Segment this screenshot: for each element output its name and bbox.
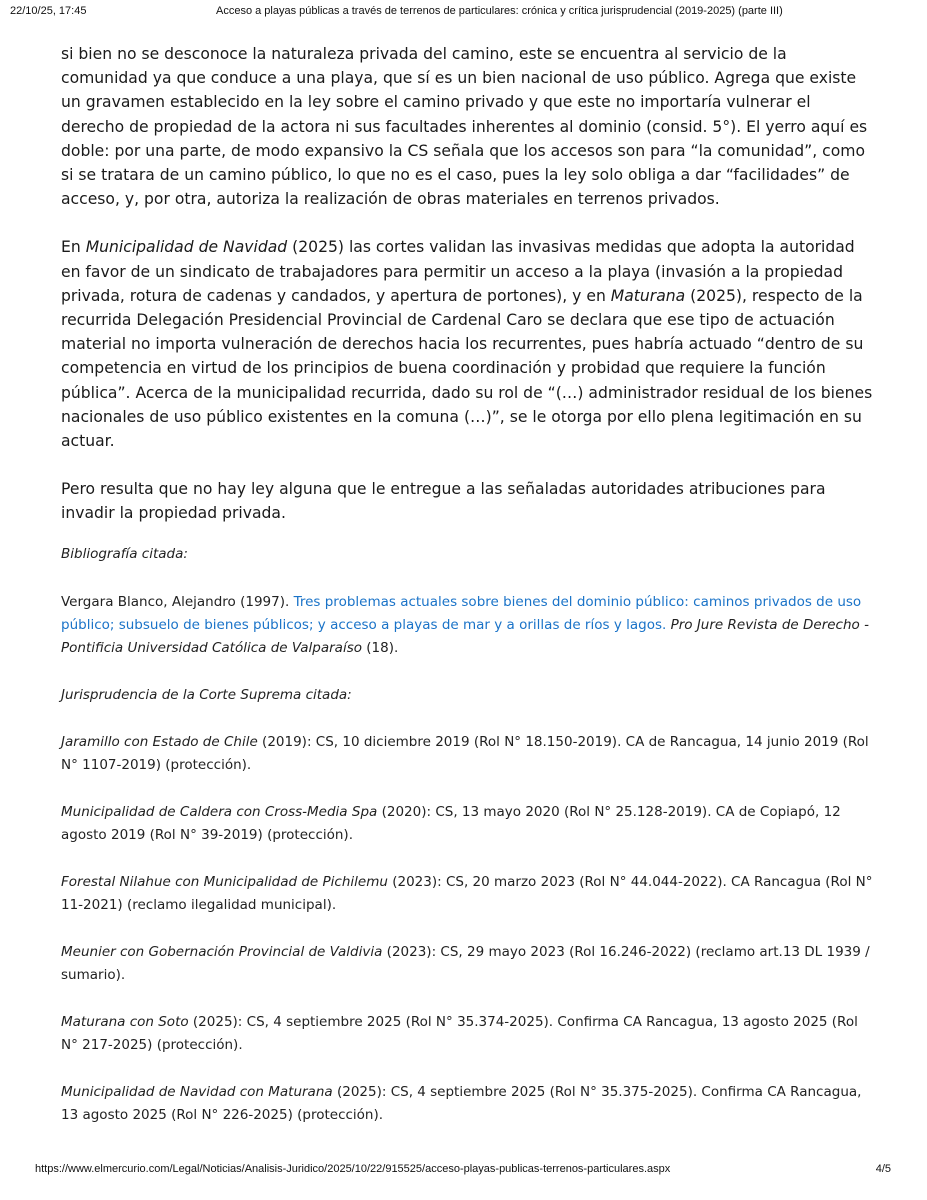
page-url: https://www.elmercurio.com/Legal/Noticias/Analisis-Juridico/2025/10/22/915525/acceso-playas-publicas-terrenos-particulares.aspx	[35, 1163, 671, 1175]
paragraph-2: En Municipalidad de Navidad (2025) las cortes validan las invasivas medidas que adopta la autoridad en favor de un sindicato de trabajadores para permitir un acceso a la playa (invasión a la propiedad privada, rotura de cadenas y candados, y apertura de portones), y en Maturana (2025), respecto de la recurrida Delegación Presidencial Provincial de Cardenal Caro se declara que ese tipo de actuación material no importa vulneración de derechos hacia los recurrentes, pues habría actuado “dentro de su competencia en virtud de los principios de buena coordinación y probidad que requiere la función pública”. Acerca de la municipalidad recurrida, dado su rol de “(…) administrador residual de los bienes nacionales de uso público existentes en la comuna (…)”, se le otorga por ello plena legitimación en su actuar.	[61, 238, 873, 451]
case-name: Municipalidad de Navidad	[85, 238, 288, 257]
paragraph-1: si bien no se desconoce la naturaleza privada del camino, este se encuentra al servicio de la comunidad ya que conduce a una playa, que sí es un bien nacional de uso público. Agrega que existe un gravamen establecido en la ley sobre el camino privado y que este no importaría vulnerar el derecho de propiedad de la actora ni sus facultades inherentes al dominio (consid. 5°). El yerro aquí es doble: por una parte, de modo expansivo la CS señala que los accesos son para “la comunidad”, como si se tratara de un camino público, lo que no es el caso, pues la ley solo obliga a dar “facilidades” de acceso, y, por otra, autoriza la realización de obras materiales en terrenos privados.	[61, 45, 868, 209]
jurisprudence-item: Municipalidad de Navidad con Maturana (2025): CS, 4 septiembre 2025 (Rol N° 35.375-2025). Confirma CA Rancagua, 13 agosto 2025 (Rol N° 226-2025) (protección).	[61, 1084, 862, 1123]
print-footer	[0, 1160, 927, 1180]
jurisprudence-heading: Jurisprudencia de la Corte Suprema citada:	[61, 687, 352, 703]
jurisprudence-item: Jaramillo con Estado de Chile (2019): CS, 10 diciembre 2019 (Rol N° 18.150-2019). CA de Rancagua, 14 junio 2019 (Rol N° 1107-2019) (protección).	[61, 734, 869, 773]
journal-name: Pro Jure Revista de Derecho - Pontificia Universidad Católica de Valparaíso	[61, 617, 869, 656]
article-body	[61, 42, 873, 550]
case-name: Maturana	[610, 286, 686, 305]
bibliography-entry: Vergara Blanco, Alejandro (1997). Tres problemas actuales sobre bienes del dominio público: caminos privados de uso público; subsuelo de bienes públicos; y acceso a playas de mar y a orillas de ríos y lagos. Pro Jure Revista de Derecho - Pontificia Universidad Católica de Valparaíso (18).	[61, 594, 869, 656]
bibliography-heading: Bibliografía citada:	[61, 546, 188, 562]
page-number: 4/5	[875, 1163, 891, 1175]
paragraph-3: Pero resulta que no hay ley alguna que le entregue a las señaladas autoridades atribuciones para invadir la propiedad privada.	[61, 480, 826, 523]
print-title: Acceso a playas públicas a través de terrenos de particulares: crónica y crítica jurisprudencial (2019-2025) (parte III)	[216, 5, 783, 17]
references-section	[61, 543, 873, 1151]
jurisprudence-item: Maturana con Soto (2025): CS, 4 septiembre 2025 (Rol N° 35.374-2025). Confirma CA Rancagua, 13 agosto 2025 (Rol N° 217-2025) (protección).	[61, 1014, 858, 1053]
bibliography-link[interactable]: Tres problemas actuales sobre bienes del dominio público: caminos privados de uso público; subsuelo de bienes públicos; y acceso a playas de mar y a orillas de ríos y lagos.	[61, 594, 862, 633]
print-datetime: 22/10/25, 17:45	[10, 5, 87, 17]
jurisprudence-item: Municipalidad de Caldera con Cross-Media Spa (2020): CS, 13 mayo 2020 (Rol N° 25.128-2019). CA de Copiapó, 12 agosto 2019 (Rol N° 39-2019) (protección).	[61, 804, 841, 843]
print-header	[0, 0, 927, 22]
jurisprudence-item: Meunier con Gobernación Provincial de Valdivia (2023): CS, 29 mayo 2023 (Rol 16.246-2022) (reclamo art.13 DL 1939 / sumario).	[61, 944, 870, 983]
jurisprudence-item: Forestal Nilahue con Municipalidad de Pichilemu (2023): CS, 20 marzo 2023 (Rol N° 44.044-2022). CA Rancagua (Rol N° 11-2021) (reclamo ilegalidad municipal).	[61, 874, 873, 913]
